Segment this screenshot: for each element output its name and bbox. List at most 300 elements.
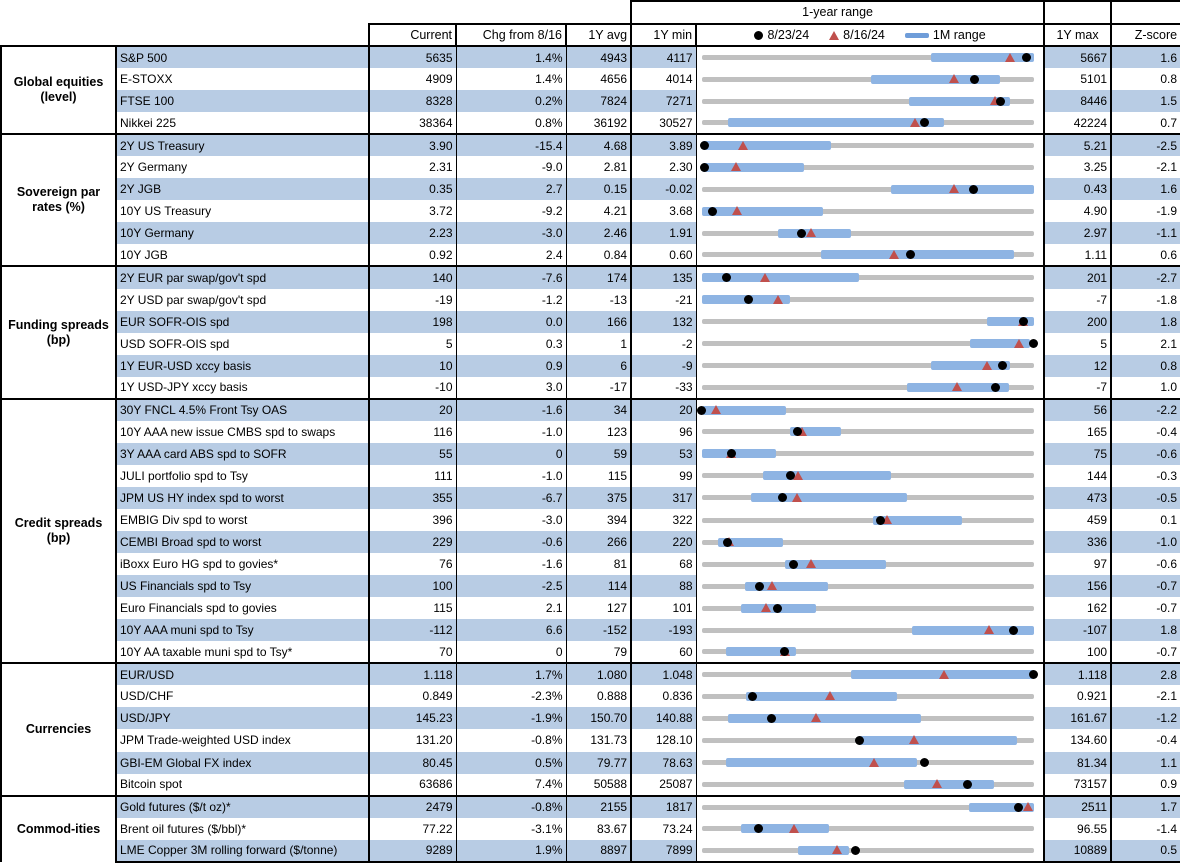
range-chart-cell xyxy=(696,377,1044,399)
current-date-marker-icon xyxy=(797,229,806,238)
1y-max-value: -107 xyxy=(1044,619,1111,641)
current-date-marker-icon xyxy=(723,538,732,547)
chg-from-8-16-value: 1.7% xyxy=(456,663,566,685)
range-chart-cell xyxy=(696,289,1044,311)
1y-avg-value: 127 xyxy=(566,597,631,619)
1y-avg-value: 115 xyxy=(566,465,631,487)
row-label: iBoxx Euro HG spd to govies* xyxy=(116,553,369,575)
legend-item-current xyxy=(754,29,809,42)
chg-from-8-16-value: -1.2 xyxy=(456,289,566,311)
1y-avg-value: 0.888 xyxy=(566,685,631,707)
1y-avg-value: 4.68 xyxy=(566,134,631,156)
chg-from-8-16-value: -0.8% xyxy=(456,796,566,818)
prev-date-marker-icon xyxy=(773,295,783,304)
1y-avg-value: 150.70 xyxy=(566,707,631,729)
table-row xyxy=(1,90,1180,112)
1y-max-value: 0.43 xyxy=(1044,178,1111,200)
current-value: 111 xyxy=(369,465,456,487)
current-value: 0.92 xyxy=(369,244,456,266)
1y-avg-value: 83.67 xyxy=(566,818,631,840)
range-chart-cell xyxy=(696,178,1044,200)
chg-from-8-16-value: 0.0 xyxy=(456,311,566,333)
current-value: 76 xyxy=(369,553,456,575)
current-value: 10 xyxy=(369,355,456,377)
range-chart-cell xyxy=(696,465,1044,487)
table-row xyxy=(1,707,1180,729)
prev-date-marker-icon xyxy=(761,603,771,612)
z-score-value: -2.2 xyxy=(1111,399,1180,421)
prev-date-marker-icon xyxy=(711,405,721,414)
current-value: 0.35 xyxy=(369,178,456,200)
current-value: 3.72 xyxy=(369,200,456,222)
z-score-value: -1.8 xyxy=(1111,289,1180,311)
table-row xyxy=(1,112,1180,134)
1y-max-value: 97 xyxy=(1044,553,1111,575)
1y-max-value: 2511 xyxy=(1044,796,1111,818)
current-date-marker-icon xyxy=(697,406,706,415)
range-chart-cell xyxy=(696,46,1044,68)
1y-max-value: 2.97 xyxy=(1044,222,1111,244)
1y-min-value: 1.048 xyxy=(631,663,696,685)
z-score-value: 0.1 xyxy=(1111,509,1180,531)
z-score-value: -2.5 xyxy=(1111,134,1180,156)
1y-max-value: 12 xyxy=(1044,355,1111,377)
row-label: 10Y AAA new issue CMBS spd to swaps xyxy=(116,421,369,443)
1y-min-value: -0.02 xyxy=(631,178,696,200)
prev-date-marker-icon xyxy=(825,691,835,700)
current-value: 63686 xyxy=(369,774,456,796)
1y-max-value: 81.34 xyxy=(1044,752,1111,774)
1y-min-value: 3.68 xyxy=(631,200,696,222)
1y-min-value: 135 xyxy=(631,266,696,288)
1y-range-track-bar xyxy=(702,319,1034,324)
group-label: Sovereign par rates (%) xyxy=(1,134,116,266)
z-score-value: 1.6 xyxy=(1111,46,1180,68)
chg-from-8-16-value: -1.6 xyxy=(456,399,566,421)
current-date-marker-icon xyxy=(1009,626,1018,635)
range-chart-cell xyxy=(696,729,1044,751)
1y-avg-value: 8897 xyxy=(566,840,631,862)
row-label: 10Y AA taxable muni spd to Tsy* xyxy=(116,641,369,663)
legend-bar-icon xyxy=(905,33,929,38)
row-label: LME Copper 3M rolling forward ($/tonne) xyxy=(116,840,369,862)
one-month-range-bar xyxy=(858,736,1017,745)
1y-avg-value: 166 xyxy=(566,311,631,333)
prev-date-marker-icon xyxy=(949,74,959,83)
row-label: 1Y EUR-USD xccy basis xyxy=(116,355,369,377)
range-chart-cell xyxy=(696,222,1044,244)
current-value: 2.31 xyxy=(369,156,456,178)
current-value: 70 xyxy=(369,641,456,663)
chg-from-8-16-value: -1.0 xyxy=(456,465,566,487)
z-score-value: 0.7 xyxy=(1111,112,1180,134)
range-chart-cell xyxy=(696,619,1044,641)
table-row xyxy=(1,200,1180,222)
row-label: USD/CHF xyxy=(116,685,369,707)
current-value: 5635 xyxy=(369,46,456,68)
group-label: Global equities (level) xyxy=(1,46,116,134)
prev-date-marker-icon xyxy=(789,824,799,833)
range-chart-cell xyxy=(696,663,1044,685)
range-legend xyxy=(697,29,1043,42)
prev-date-marker-icon xyxy=(806,228,816,237)
row-label: EUR SOFR-OIS spd xyxy=(116,311,369,333)
1y-max-value: 5.21 xyxy=(1044,134,1111,156)
current-value: 115 xyxy=(369,597,456,619)
z-score-value: -1.0 xyxy=(1111,531,1180,553)
table-row xyxy=(1,134,1180,156)
one-month-range-bar xyxy=(891,185,1034,194)
z-score-value: -0.3 xyxy=(1111,465,1180,487)
current-value: 140 xyxy=(369,266,456,288)
1y-max-value: 165 xyxy=(1044,421,1111,443)
prev-date-marker-icon xyxy=(731,162,741,171)
prev-date-marker-icon xyxy=(909,735,919,744)
1y-avg-value: 123 xyxy=(566,421,631,443)
chg-from-8-16-value: -3.1% xyxy=(456,818,566,840)
current-value: 8328 xyxy=(369,90,456,112)
row-label: Bitcoin spot xyxy=(116,774,369,796)
1y-avg-value: 2.81 xyxy=(566,156,631,178)
current-date-marker-icon xyxy=(998,361,1007,370)
table-row xyxy=(1,818,1180,840)
legend-label: 1M range xyxy=(932,27,986,42)
1y-min-value: 60 xyxy=(631,641,696,663)
z-score-value: 1.5 xyxy=(1111,90,1180,112)
prev-date-marker-icon xyxy=(738,141,748,150)
current-date-marker-icon xyxy=(1029,670,1038,679)
range-chart-cell xyxy=(696,597,1044,619)
1y-avg-value: 174 xyxy=(566,266,631,288)
range-chart-cell xyxy=(696,796,1044,818)
current-value: 9289 xyxy=(369,840,456,862)
table-row xyxy=(1,377,1180,399)
table-row xyxy=(1,575,1180,597)
z-score-value: -0.5 xyxy=(1111,487,1180,509)
table-row xyxy=(1,178,1180,200)
range-chart-cell xyxy=(696,575,1044,597)
1y-min-value: -2 xyxy=(631,333,696,355)
1y-max-value: 336 xyxy=(1044,531,1111,553)
1y-min-value: 140.88 xyxy=(631,707,696,729)
current-value: 355 xyxy=(369,487,456,509)
chg-from-8-16-value: 0.5% xyxy=(456,752,566,774)
chg-from-8-16-value: 1.4% xyxy=(456,46,566,68)
range-chart-cell xyxy=(696,818,1044,840)
z-score-value: 1.0 xyxy=(1111,377,1180,399)
1y-min-value: 128.10 xyxy=(631,729,696,751)
range-title: 1-year range xyxy=(631,1,1044,24)
current-date-marker-icon xyxy=(970,75,979,84)
1y-avg-value: -13 xyxy=(566,289,631,311)
1y-min-value: 3.89 xyxy=(631,134,696,156)
1y-min-value: 78.63 xyxy=(631,752,696,774)
z-score-value: -0.4 xyxy=(1111,729,1180,751)
row-label: 10Y JGB xyxy=(116,244,369,266)
chg-from-8-16-value: -7.6 xyxy=(456,266,566,288)
chg-from-8-16-value: -3.0 xyxy=(456,509,566,531)
current-date-marker-icon xyxy=(851,846,860,855)
table-row xyxy=(1,840,1180,862)
current-date-marker-icon xyxy=(1014,803,1023,812)
range-chart-cell xyxy=(696,333,1044,355)
chg-from-8-16-value: 2.1 xyxy=(456,597,566,619)
row-label: E-STOXX xyxy=(116,68,369,90)
chg-from-8-16-value: 0.9 xyxy=(456,355,566,377)
current-date-marker-icon xyxy=(767,714,776,723)
current-date-marker-icon xyxy=(700,141,709,150)
col-header-current: Current xyxy=(369,24,456,46)
legend-triangle-icon xyxy=(829,31,839,40)
1y-min-value: 2.30 xyxy=(631,156,696,178)
prev-date-marker-icon xyxy=(910,118,920,127)
row-label: FTSE 100 xyxy=(116,90,369,112)
one-month-range-bar xyxy=(728,714,921,723)
row-label: Euro Financials spd to govies xyxy=(116,597,369,619)
prev-date-marker-icon xyxy=(982,361,992,370)
1y-min-value: -33 xyxy=(631,377,696,399)
z-score-value: -0.7 xyxy=(1111,597,1180,619)
range-chart-cell xyxy=(696,531,1044,553)
row-label: 2Y Germany xyxy=(116,156,369,178)
table-row xyxy=(1,729,1180,751)
z-score-value: -1.9 xyxy=(1111,200,1180,222)
legend-item-prev xyxy=(829,29,885,42)
range-chart-cell xyxy=(696,244,1044,266)
one-month-range-bar xyxy=(726,758,917,767)
current-value: 38364 xyxy=(369,112,456,134)
table-row xyxy=(1,509,1180,531)
row-label: 2Y JGB xyxy=(116,178,369,200)
chg-from-8-16-value: 7.4% xyxy=(456,774,566,796)
current-date-marker-icon xyxy=(920,118,929,127)
1y-max-value: 100 xyxy=(1044,641,1111,663)
1y-min-value: 53 xyxy=(631,443,696,465)
range-chart-cell xyxy=(696,774,1044,796)
row-label: USD SOFR-OIS spd xyxy=(116,333,369,355)
1y-max-value: 161.67 xyxy=(1044,707,1111,729)
chg-from-8-16-value: -1.6 xyxy=(456,553,566,575)
row-label: 10Y Germany xyxy=(116,222,369,244)
1y-avg-value: 375 xyxy=(566,487,631,509)
table-row xyxy=(1,465,1180,487)
range-chart-cell xyxy=(696,68,1044,90)
1y-range-track-bar xyxy=(702,518,1034,523)
1y-avg-value: -152 xyxy=(566,619,631,641)
row-label: US Financials spd to Tsy xyxy=(116,575,369,597)
1y-max-value: 96.55 xyxy=(1044,818,1111,840)
row-label: Brent oil futures ($/bbl)* xyxy=(116,818,369,840)
1y-avg-value: 7824 xyxy=(566,90,631,112)
1y-min-value: 0.836 xyxy=(631,685,696,707)
range-chart-cell xyxy=(696,443,1044,465)
1y-avg-value: -17 xyxy=(566,377,631,399)
current-value: 3.90 xyxy=(369,134,456,156)
prev-date-marker-icon xyxy=(984,625,994,634)
current-value: 0.849 xyxy=(369,685,456,707)
1y-max-value: 144 xyxy=(1044,465,1111,487)
table-row xyxy=(1,752,1180,774)
prev-date-marker-icon xyxy=(1014,339,1024,348)
1y-max-value: 4.90 xyxy=(1044,200,1111,222)
row-label: JPM US HY index spd to worst xyxy=(116,487,369,509)
current-value: 55 xyxy=(369,443,456,465)
chg-from-8-16-value: -6.7 xyxy=(456,487,566,509)
row-label: USD/JPY xyxy=(116,707,369,729)
legend-label: 8/23/24 xyxy=(767,27,810,42)
range-chart-cell xyxy=(696,399,1044,421)
current-value: 1.118 xyxy=(369,663,456,685)
one-month-range-bar xyxy=(763,471,891,480)
table-row xyxy=(1,619,1180,641)
z-score-value: -0.7 xyxy=(1111,641,1180,663)
chg-from-8-16-value: 0.2% xyxy=(456,90,566,112)
range-chart-cell xyxy=(696,752,1044,774)
z-score-value: -1.4 xyxy=(1111,818,1180,840)
1y-max-value: 162 xyxy=(1044,597,1111,619)
1y-max-value: 5101 xyxy=(1044,68,1111,90)
current-value: -10 xyxy=(369,377,456,399)
z-score-value: -2.7 xyxy=(1111,266,1180,288)
1y-min-value: 322 xyxy=(631,509,696,531)
1y-max-value: -7 xyxy=(1044,377,1111,399)
current-value: 20 xyxy=(369,399,456,421)
prev-date-marker-icon xyxy=(939,670,949,679)
one-month-range-bar xyxy=(931,53,1034,62)
z-score-value: -1.2 xyxy=(1111,707,1180,729)
range-chart-cell xyxy=(696,156,1044,178)
1y-min-value: 68 xyxy=(631,553,696,575)
one-month-range-bar xyxy=(702,207,823,216)
chg-from-8-16-value: 0 xyxy=(456,443,566,465)
legend-label: 8/16/24 xyxy=(843,27,885,42)
range-chart-cell xyxy=(696,487,1044,509)
range-chart-cell xyxy=(696,421,1044,443)
table-row xyxy=(1,355,1180,377)
current-value: -112 xyxy=(369,619,456,641)
z-score-value: 0.9 xyxy=(1111,774,1180,796)
chg-from-8-16-value: -0.6 xyxy=(456,531,566,553)
1y-range-track-bar xyxy=(702,429,1034,434)
1y-max-value: 473 xyxy=(1044,487,1111,509)
z-score-value: -2.1 xyxy=(1111,685,1180,707)
1y-max-value: 459 xyxy=(1044,509,1111,531)
col-header-1y-max: 1Y max xyxy=(1044,24,1111,46)
one-month-range-bar xyxy=(871,75,1000,84)
current-date-marker-icon xyxy=(963,780,972,789)
current-date-marker-icon xyxy=(996,97,1005,106)
1y-min-value: 317 xyxy=(631,487,696,509)
prev-date-marker-icon xyxy=(952,382,962,391)
current-value: 4909 xyxy=(369,68,456,90)
row-label: 2Y EUR par swap/gov't spd xyxy=(116,266,369,288)
col-header-1y-min: 1Y min xyxy=(631,24,696,46)
table-row xyxy=(1,46,1180,68)
chg-from-8-16-value: -1.0 xyxy=(456,421,566,443)
current-value: 80.45 xyxy=(369,752,456,774)
current-value: 198 xyxy=(369,311,456,333)
table-row xyxy=(1,399,1180,421)
1y-min-value: 7899 xyxy=(631,840,696,862)
prev-date-marker-icon xyxy=(869,758,879,767)
prev-date-marker-icon xyxy=(792,493,802,502)
one-month-range-bar xyxy=(702,163,805,172)
header-spacer xyxy=(1,24,369,46)
row-label: 2Y USD par swap/gov't spd xyxy=(116,289,369,311)
table-row xyxy=(1,443,1180,465)
1y-min-value: 4117 xyxy=(631,46,696,68)
range-chart-cell xyxy=(696,266,1044,288)
row-label: 1Y USD-JPY xccy basis xyxy=(116,377,369,399)
1y-avg-value: 394 xyxy=(566,509,631,531)
1y-min-value: 1817 xyxy=(631,796,696,818)
chg-from-8-16-value: 0.3 xyxy=(456,333,566,355)
1y-range-track-bar xyxy=(702,848,1034,853)
table-row xyxy=(1,289,1180,311)
range-chart-cell xyxy=(696,134,1044,156)
prev-date-marker-icon xyxy=(806,559,816,568)
current-date-marker-icon xyxy=(754,824,763,833)
range-chart-cell xyxy=(696,509,1044,531)
1y-max-value: 134.60 xyxy=(1044,729,1111,751)
chg-from-8-16-value: 0.8% xyxy=(456,112,566,134)
range-chart-cell xyxy=(696,641,1044,663)
prev-date-marker-icon xyxy=(732,206,742,215)
z-score-value: 2.8 xyxy=(1111,663,1180,685)
1y-min-value: 99 xyxy=(631,465,696,487)
z-score-value: 0.8 xyxy=(1111,68,1180,90)
legend-item-1m-range xyxy=(905,29,986,42)
1y-avg-value: 4.21 xyxy=(566,200,631,222)
row-label: 10Y AAA muni spd to Tsy xyxy=(116,619,369,641)
1y-max-value: 201 xyxy=(1044,266,1111,288)
z-score-value: -0.4 xyxy=(1111,421,1180,443)
row-label: S&P 500 xyxy=(116,46,369,68)
z-score-value: 0.6 xyxy=(1111,244,1180,266)
1y-avg-value: 1 xyxy=(566,333,631,355)
current-date-marker-icon xyxy=(920,758,929,767)
table-row xyxy=(1,531,1180,553)
chg-from-8-16-value: -1.9% xyxy=(456,707,566,729)
1y-min-value: 73.24 xyxy=(631,818,696,840)
prev-date-marker-icon xyxy=(832,845,842,854)
1y-avg-value: 81 xyxy=(566,553,631,575)
range-chart-cell xyxy=(696,112,1044,134)
current-value: 145.23 xyxy=(369,707,456,729)
1y-avg-value: 50588 xyxy=(566,774,631,796)
1y-max-value: 1.118 xyxy=(1044,663,1111,685)
1y-avg-value: 36192 xyxy=(566,112,631,134)
1y-avg-value: 59 xyxy=(566,443,631,465)
current-value: 2.23 xyxy=(369,222,456,244)
z-score-value: 1.6 xyxy=(1111,178,1180,200)
chg-from-8-16-value: -0.8% xyxy=(456,729,566,751)
chg-from-8-16-value: -2.5 xyxy=(456,575,566,597)
chg-from-8-16-value: 1.9% xyxy=(456,840,566,862)
current-value: 229 xyxy=(369,531,456,553)
range-chart-cell xyxy=(696,553,1044,575)
range-chart-cell xyxy=(696,200,1044,222)
1y-avg-value: 2.46 xyxy=(566,222,631,244)
1y-min-value: 96 xyxy=(631,421,696,443)
prev-date-marker-icon xyxy=(932,779,942,788)
current-value: 2479 xyxy=(369,796,456,818)
table-row xyxy=(1,421,1180,443)
prev-date-marker-icon xyxy=(949,184,959,193)
current-date-marker-icon xyxy=(876,516,885,525)
table-row xyxy=(1,663,1180,685)
1y-avg-value: 6 xyxy=(566,355,631,377)
